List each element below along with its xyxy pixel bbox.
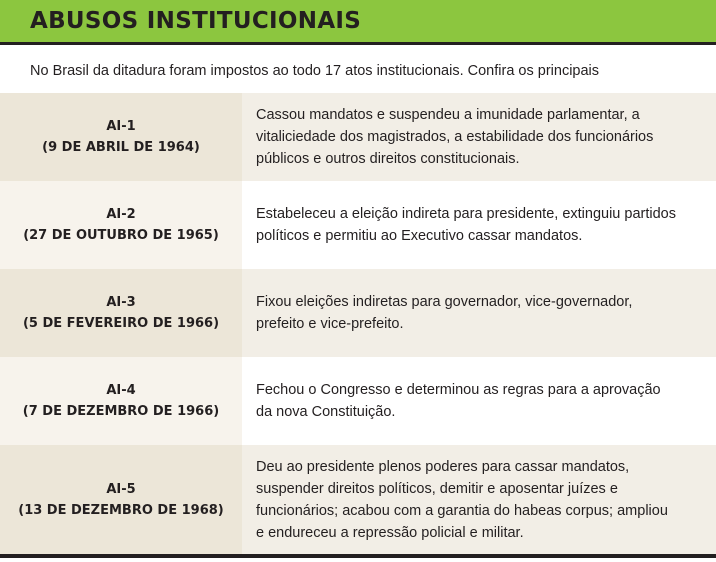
description-line: da nova Constituição. [256, 404, 396, 420]
act-label-cell [0, 181, 242, 269]
act-code: AI-4 [106, 383, 136, 398]
act-date: (7 DE DEZEMBRO DE 1966) [22, 404, 220, 419]
page-title: ABUSOS INSTITUCIONAIS [30, 8, 362, 34]
act-description-cell [256, 93, 706, 181]
act-description [256, 203, 676, 247]
description-line: prefeito e vice-prefeito. [256, 316, 404, 332]
act-date: (9 DE ABRIL DE 1964) [42, 140, 200, 155]
act-code: AI-5 [106, 481, 136, 497]
act-date: (5 DE FEVEREIRO DE 1966) [22, 316, 220, 331]
act-label-cell [0, 269, 242, 357]
description-line: públicos e outros direitos constitucionais. [256, 151, 520, 167]
act-description [256, 104, 653, 170]
act-row [0, 445, 716, 554]
act-description-cell [256, 181, 706, 269]
act-row [0, 181, 716, 269]
act-date: (13 DE DEZEMBRO DE 1968) [18, 502, 224, 518]
act-description [256, 291, 632, 335]
description-line: suspender direitos políticos, demitir e aposentar juízes e [256, 480, 618, 497]
act-code: AI-3 [106, 295, 136, 310]
act-code: AI-2 [106, 207, 136, 222]
act-row [0, 357, 716, 445]
description-line: funcionários; acabou com a garantia do habeas corpus; ampliou [256, 502, 668, 519]
act-row [0, 269, 716, 357]
bottom-rule [0, 554, 716, 558]
subtitle: No Brasil da ditadura foram impostos ao todo 17 atos institucionais. Confira os principais [30, 63, 600, 79]
act-date: (27 DE OUTUBRO DE 1965) [23, 228, 219, 243]
description-line: Fixou eleições indiretas para governador, vice-governador, [256, 294, 633, 310]
act-description-cell [256, 357, 706, 445]
description-line: Fechou o Congresso e determinou as regras para a aprovação [256, 382, 661, 398]
description-line: e endureceu a repressão policial e militar. [256, 524, 524, 541]
act-description [256, 379, 661, 423]
header-bar [0, 0, 716, 45]
description-line: políticos e permitiu ao Executivo cassar mandatos. [256, 228, 583, 244]
act-code: AI-1 [106, 119, 136, 134]
description-line: Deu ao presidente plenos poderes para cassar mandatos, [256, 458, 630, 475]
act-label-cell [0, 445, 242, 554]
act-description-cell [256, 269, 706, 357]
act-description-cell [256, 445, 706, 554]
act-label-cell [0, 357, 242, 445]
act-label-cell [0, 93, 242, 181]
act-row [0, 93, 716, 181]
description-line: Estabeleceu a eleição indireta para presidente, extinguiu partidos [256, 206, 676, 222]
description-line: Cassou mandatos e suspendeu a imunidade parlamentar, a [256, 107, 640, 123]
description-line: vitaliciedade dos magistrados, a estabilidade dos funcionários [256, 129, 654, 145]
act-description [256, 456, 668, 544]
